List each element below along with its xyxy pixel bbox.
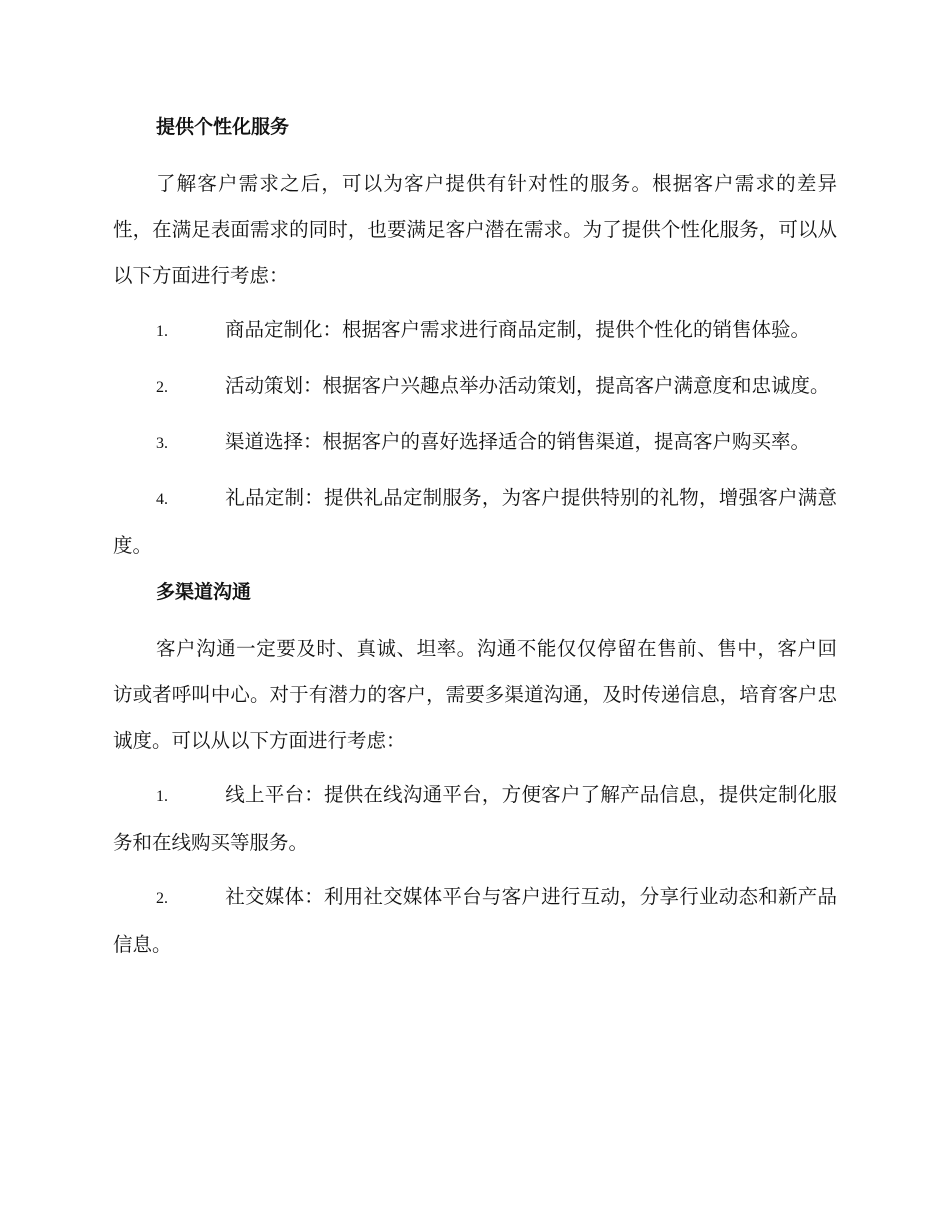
section-intro-paragraph: 客户沟通一定要及时、真诚、坦率。沟通不能仅仅停留在售前、售中，客户回访或者呼叫中心。对于有潜力的客户，需要多渠道沟通，及时传递信息，培育客户忠诚度。可以从以下方面进行考虑： xyxy=(113,637,837,752)
list-item xyxy=(113,475,837,569)
section-personalized-service xyxy=(113,112,837,569)
section-multichannel-communication xyxy=(113,577,837,968)
list-item-number: 1. xyxy=(156,323,168,340)
list-item-number: 2. xyxy=(156,890,168,907)
list-item xyxy=(113,874,837,968)
section-heading: 提供个性化服务 xyxy=(156,116,290,138)
list-item-number: 3. xyxy=(156,435,168,452)
list-item-text: 线上平台：提供在线沟通平台，方便客户了解产品信息，提供定制化服务和在线购买等服务。 xyxy=(113,783,837,854)
list-item-number: 1. xyxy=(156,788,168,805)
list-item-text: 商品定制化：根据客户需求进行商品定制，提供个性化的销售体验。 xyxy=(225,318,811,341)
section-heading: 多渠道沟通 xyxy=(156,581,252,603)
list-item xyxy=(113,772,837,866)
section-intro-paragraph: 了解客户需求之后，可以为客户提供有针对性的服务。根据客户需求的差异性，在满足表面需求的同时，也要满足客户潜在需求。为了提供个性化服务，可以从以下方面进行考虑： xyxy=(113,172,837,287)
list-item-text: 礼品定制：提供礼品定制服务，为客户提供特别的礼物，增强客户满意度。 xyxy=(113,486,837,557)
list-item xyxy=(113,419,837,467)
list-item-number: 4. xyxy=(156,491,168,508)
list-item-text: 活动策划：根据客户兴趣点举办活动策划，提高客户满意度和忠诚度。 xyxy=(225,374,830,397)
list-item xyxy=(113,307,837,355)
list-item-number: 2. xyxy=(156,379,168,396)
list-item xyxy=(113,363,837,411)
list-item-text: 社交媒体：利用社交媒体平台与客户进行互动，分享行业动态和新产品信息。 xyxy=(113,885,837,956)
list-item-text: 渠道选择：根据客户的喜好选择适合的销售渠道，提高客户购买率。 xyxy=(225,430,811,453)
